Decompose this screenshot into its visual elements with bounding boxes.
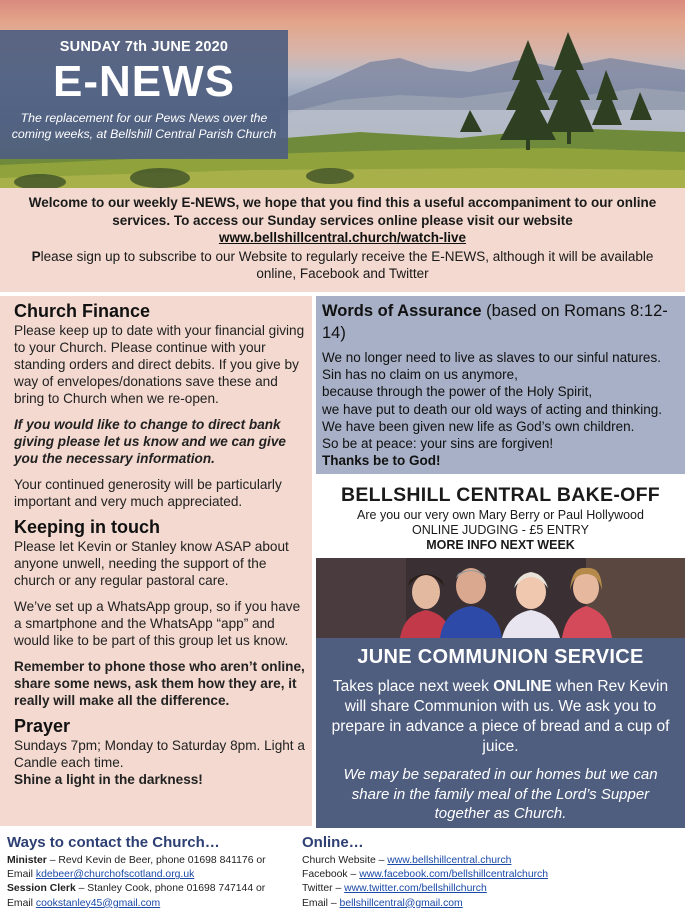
header-banner bbox=[0, 0, 685, 188]
whatsapp-paragraph: We’ve set up a WhatsApp group, so if you have a smartphone and the WhatsApp “app” and would like to be part of this group let us know. bbox=[14, 599, 301, 648]
contact-column bbox=[7, 834, 297, 911]
online-heading: Online… bbox=[302, 834, 364, 851]
communion-box bbox=[316, 638, 685, 828]
assurance-line: Sin has no claim on us anymore, bbox=[322, 367, 518, 383]
phone-reminder: Remember to phone those who aren’t online, share some news, ask them how they are, it really will make all the difference. bbox=[14, 659, 305, 708]
assurance-line: We no longer need to live as slaves to our sinful natures. bbox=[322, 350, 661, 365]
clerk-label: Session Clerk bbox=[7, 883, 76, 895]
welcome-intro: Welcome to our weekly E-NEWS, we hope that you find this a useful accompaniment to our online services. To access our Sunday services online please visit our website bbox=[28, 195, 657, 228]
assurance-line: We have been given new life as God’s own children. bbox=[322, 418, 635, 434]
prayer-shine: Shine a light in the darkness! bbox=[14, 772, 203, 787]
bakeoff-judging: ONLINE JUDGING - £5 ENTRY bbox=[412, 523, 589, 537]
finance-heading: Church Finance bbox=[14, 301, 151, 321]
clerk-text: – Stanley Cook, phone 01698 747144 or bbox=[75, 883, 266, 895]
footer bbox=[0, 830, 685, 913]
assurance-reference: (based on Romans 8:12-14) bbox=[322, 302, 668, 342]
twitter-line bbox=[302, 882, 682, 896]
twitter-label: Twitter – bbox=[302, 883, 345, 895]
title-box bbox=[0, 30, 288, 159]
clerk-email-link[interactable]: cookstanley45@gmail.com bbox=[35, 897, 161, 909]
welcome-text bbox=[18, 194, 667, 247]
subscribe-initial: P bbox=[31, 248, 41, 264]
assurance-title: Words of Assurance bbox=[322, 302, 482, 320]
touch-paragraph: Please let Kevin or Stanley know ASAP about anyone unwell, needing the support of the church or any regular pastoral care. bbox=[14, 539, 289, 588]
finance-paragraph: Please keep up to date with your financial giving to your Church. Please continue with your standing orders and direct debits. If you give by way of envelopes/donations save these and bring to Church when we re-open. bbox=[14, 323, 305, 406]
communion-online: ONLINE bbox=[493, 678, 552, 695]
facebook-label: Facebook – bbox=[302, 869, 360, 881]
clerk-email-line bbox=[7, 897, 297, 911]
email-line bbox=[302, 897, 682, 911]
subscribe-body: lease sign up to subscribe to our Website to regularly receive the E-NEWS, although it will be available online, Facebook and Twitter bbox=[40, 248, 654, 281]
communion-details bbox=[316, 677, 685, 757]
newsletter-title: E-NEWS bbox=[53, 57, 235, 106]
assurance-line: we have put to death our old ways of acting and thinking. bbox=[322, 401, 662, 417]
finance-direct-bank: If you would like to change to direct bank giving please let us know and we can give you the necessary information. bbox=[14, 417, 286, 466]
bakeoff-question: Are you our very own Mary Berry or Paul Hollywood bbox=[357, 508, 644, 522]
twitter-link[interactable]: www.twitter.com/bellshillchurch bbox=[344, 883, 487, 895]
minister-text: – Revd Kevin de Beer, phone 01698 841176 or bbox=[46, 855, 266, 866]
assurance-closing: Thanks be to God! bbox=[322, 453, 441, 469]
church-email-link[interactable]: bellshillcentral@gmail.com bbox=[339, 897, 463, 909]
website-line bbox=[302, 854, 682, 868]
minister-label: Minister bbox=[7, 855, 47, 866]
bakeoff-presenters-photo bbox=[316, 558, 685, 638]
communion-details-pre: Takes place next week bbox=[332, 678, 494, 695]
minister-line bbox=[7, 854, 297, 868]
facebook-line bbox=[302, 868, 682, 882]
minister-email-prefix: Email bbox=[7, 869, 36, 881]
bakeoff-more-info: MORE INFO NEXT WEEK bbox=[426, 538, 575, 552]
minister-email-link[interactable]: kdebeer@churchofscotland.org.uk bbox=[35, 869, 195, 881]
prayer-heading: Prayer bbox=[14, 716, 71, 736]
assurance-line: because through the power of the Holy Spirit, bbox=[322, 384, 593, 400]
clerk-email-prefix: Email bbox=[7, 897, 36, 909]
email-label: Email – bbox=[302, 897, 340, 909]
website-label: Church Website – bbox=[302, 855, 388, 866]
bakeoff-box bbox=[316, 478, 685, 558]
communion-details-post: when Rev Kevin will share Communion with us. We ask you to prepare in advance a piece of bread and a cup of juice. bbox=[331, 678, 670, 755]
presenters-illustration bbox=[316, 558, 685, 638]
assurance-line: So be at peace: your sins are forgiven! bbox=[322, 436, 554, 452]
website-link[interactable]: www.bellshillcentral.church bbox=[387, 855, 512, 866]
bakeoff-title: BELLSHILL CENTRAL BAKE-OFF bbox=[340, 484, 661, 506]
communion-reflection: We may be separated in our homes but we can share in the family meal of the Lord’s Supper together as Church. bbox=[343, 766, 658, 822]
online-column bbox=[302, 834, 682, 911]
finance-generosity: Your continued generosity will be particularly important and very much appreciated. bbox=[14, 477, 282, 509]
minister-email-line bbox=[7, 868, 297, 882]
contact-heading: Ways to contact the Church… bbox=[7, 834, 220, 851]
left-column bbox=[0, 296, 312, 826]
newsletter-subtitle: The replacement for our Pews News over the coming weeks, at Bellshill Central Parish Church bbox=[11, 111, 277, 141]
assurance-box bbox=[316, 296, 685, 474]
facebook-link[interactable]: www.facebook.com/bellshillcentralchurch bbox=[359, 869, 549, 881]
clerk-line bbox=[7, 882, 297, 896]
assurance-heading bbox=[322, 300, 679, 344]
touch-heading: Keeping in touch bbox=[14, 517, 160, 537]
communion-title: JUNE COMMUNION SERVICE bbox=[357, 646, 644, 668]
subscribe-text bbox=[18, 248, 667, 283]
issue-date: SUNDAY 7th JUNE 2020 bbox=[59, 39, 229, 55]
watch-live-link[interactable]: www.bellshillcentral.church/watch-live bbox=[218, 230, 467, 245]
welcome-section bbox=[0, 188, 685, 292]
prayer-times: Sundays 7pm; Monday to Saturday 8pm. Light a Candle each time. bbox=[14, 738, 305, 770]
